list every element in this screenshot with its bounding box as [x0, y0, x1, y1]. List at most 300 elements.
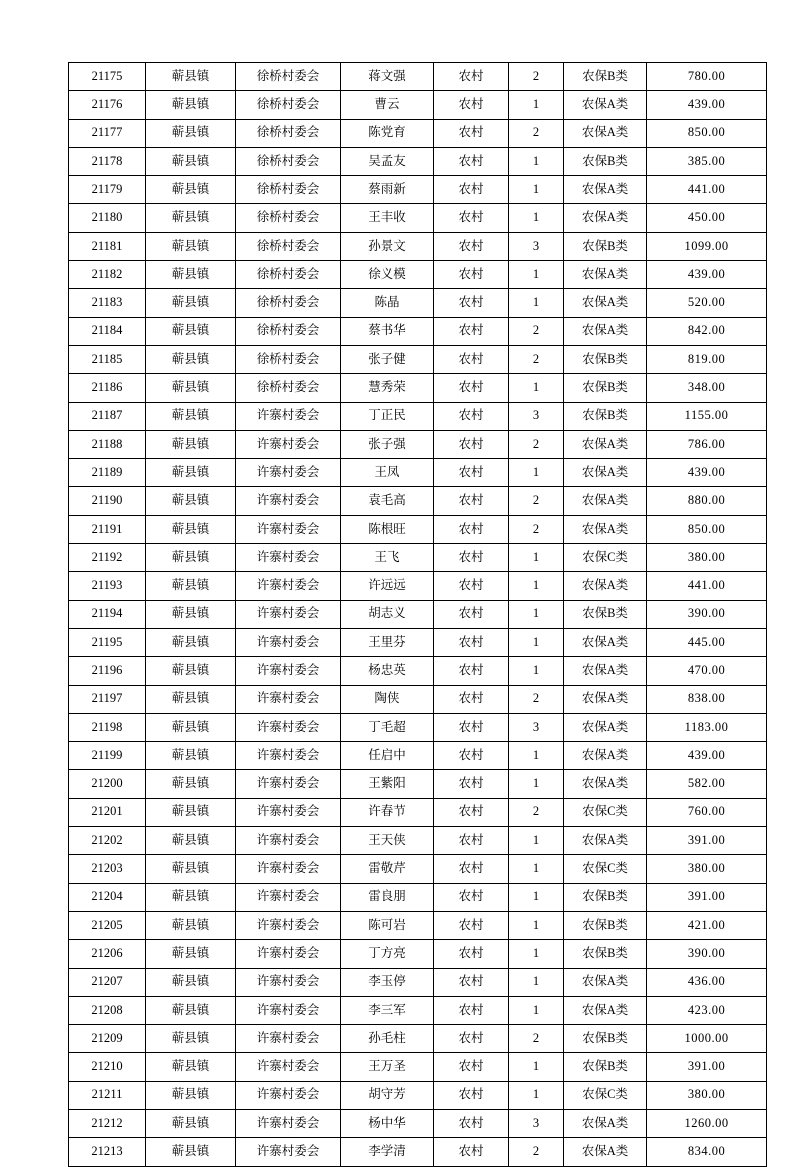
cell-town: 蕲县镇: [146, 544, 236, 572]
cell-village: 许寨村委会: [236, 1138, 341, 1166]
cell-count: 2: [509, 685, 564, 713]
cell-type: 农村: [434, 1053, 509, 1081]
cell-id: 21182: [69, 261, 146, 289]
cell-id: 21199: [69, 742, 146, 770]
table-row: [69, 176, 767, 204]
cell-town: 蕲县镇: [146, 459, 236, 487]
table-row: [69, 515, 767, 543]
cell-name: 王天侠: [341, 827, 434, 855]
cell-count: 2: [509, 430, 564, 458]
cell-town: 蕲县镇: [146, 968, 236, 996]
cell-category: 农保A类: [564, 713, 647, 741]
cell-type: 农村: [434, 261, 509, 289]
cell-category: 农保A类: [564, 572, 647, 600]
cell-name: 蔡雨新: [341, 176, 434, 204]
cell-category: 农保A类: [564, 487, 647, 515]
cell-type: 农村: [434, 1025, 509, 1053]
cell-category: 农保A类: [564, 119, 647, 147]
cell-town: 蕲县镇: [146, 685, 236, 713]
cell-village: 许寨村委会: [236, 430, 341, 458]
cell-category: 农保A类: [564, 459, 647, 487]
cell-type: 农村: [434, 742, 509, 770]
cell-amount: 390.00: [647, 940, 767, 968]
table-row: [69, 487, 767, 515]
cell-count: 1: [509, 147, 564, 175]
cell-type: 农村: [434, 374, 509, 402]
cell-village: 徐桥村委会: [236, 204, 341, 232]
cell-name: 李玉停: [341, 968, 434, 996]
cell-name: 陈可岩: [341, 911, 434, 939]
cell-type: 农村: [434, 544, 509, 572]
cell-category: 农保B类: [564, 147, 647, 175]
cell-id: 21210: [69, 1053, 146, 1081]
cell-village: 许寨村委会: [236, 827, 341, 855]
cell-town: 蕲县镇: [146, 1138, 236, 1166]
cell-count: 1: [509, 544, 564, 572]
cell-id: 21177: [69, 119, 146, 147]
cell-amount: 1260.00: [647, 1109, 767, 1137]
cell-town: 蕲县镇: [146, 515, 236, 543]
cell-count: 3: [509, 1109, 564, 1137]
cell-id: 21184: [69, 317, 146, 345]
cell-id: 21208: [69, 996, 146, 1024]
cell-amount: 520.00: [647, 289, 767, 317]
cell-village: 徐桥村委会: [236, 232, 341, 260]
cell-town: 蕲县镇: [146, 204, 236, 232]
table-row: [69, 911, 767, 939]
cell-id: 21202: [69, 827, 146, 855]
cell-amount: 842.00: [647, 317, 767, 345]
cell-amount: 380.00: [647, 544, 767, 572]
cell-type: 农村: [434, 1109, 509, 1137]
cell-category: 农保A类: [564, 515, 647, 543]
cell-category: 农保C类: [564, 798, 647, 826]
cell-id: 21180: [69, 204, 146, 232]
cell-name: 袁毛高: [341, 487, 434, 515]
cell-id: 21213: [69, 1138, 146, 1166]
table-row: [69, 1081, 767, 1109]
cell-name: 王里芬: [341, 628, 434, 656]
cell-amount: 439.00: [647, 742, 767, 770]
cell-village: 许寨村委会: [236, 600, 341, 628]
cell-id: 21200: [69, 770, 146, 798]
cell-category: 农保B类: [564, 63, 647, 91]
cell-village: 许寨村委会: [236, 515, 341, 543]
cell-category: 农保A类: [564, 996, 647, 1024]
cell-name: 张子健: [341, 345, 434, 373]
cell-amount: 582.00: [647, 770, 767, 798]
cell-id: 21209: [69, 1025, 146, 1053]
cell-amount: 423.00: [647, 996, 767, 1024]
cell-name: 丁毛超: [341, 713, 434, 741]
cell-amount: 780.00: [647, 63, 767, 91]
table-row: [69, 63, 767, 91]
table-row: [69, 91, 767, 119]
cell-type: 农村: [434, 487, 509, 515]
cell-id: 21175: [69, 63, 146, 91]
cell-name: 胡志义: [341, 600, 434, 628]
cell-id: 21188: [69, 430, 146, 458]
cell-name: 张子强: [341, 430, 434, 458]
subsidy-table: [68, 62, 767, 1167]
cell-name: 蔡书华: [341, 317, 434, 345]
cell-type: 农村: [434, 317, 509, 345]
cell-type: 农村: [434, 827, 509, 855]
cell-type: 农村: [434, 572, 509, 600]
cell-count: 3: [509, 402, 564, 430]
cell-id: 21204: [69, 883, 146, 911]
table-row: [69, 289, 767, 317]
cell-name: 雷良朋: [341, 883, 434, 911]
table-row: [69, 572, 767, 600]
table-row: [69, 544, 767, 572]
cell-amount: 1183.00: [647, 713, 767, 741]
cell-count: 1: [509, 1081, 564, 1109]
cell-type: 农村: [434, 940, 509, 968]
cell-village: 许寨村委会: [236, 402, 341, 430]
cell-amount: 441.00: [647, 572, 767, 600]
table-row: [69, 628, 767, 656]
cell-town: 蕲县镇: [146, 402, 236, 430]
cell-type: 农村: [434, 628, 509, 656]
cell-count: 3: [509, 713, 564, 741]
cell-count: 1: [509, 1053, 564, 1081]
cell-id: 21189: [69, 459, 146, 487]
cell-id: 21178: [69, 147, 146, 175]
cell-amount: 880.00: [647, 487, 767, 515]
cell-category: 农保C类: [564, 1081, 647, 1109]
cell-town: 蕲县镇: [146, 430, 236, 458]
cell-type: 农村: [434, 402, 509, 430]
table-row: [69, 742, 767, 770]
cell-count: 1: [509, 176, 564, 204]
cell-type: 农村: [434, 147, 509, 175]
cell-id: 21198: [69, 713, 146, 741]
cell-town: 蕲县镇: [146, 657, 236, 685]
cell-id: 21195: [69, 628, 146, 656]
cell-amount: 470.00: [647, 657, 767, 685]
cell-amount: 450.00: [647, 204, 767, 232]
table-row: [69, 430, 767, 458]
cell-category: 农保B类: [564, 1053, 647, 1081]
cell-count: 2: [509, 317, 564, 345]
cell-category: 农保A类: [564, 317, 647, 345]
cell-town: 蕲县镇: [146, 91, 236, 119]
table-row: [69, 968, 767, 996]
cell-village: 许寨村委会: [236, 628, 341, 656]
table-row: [69, 204, 767, 232]
cell-id: 21192: [69, 544, 146, 572]
cell-name: 王凤: [341, 459, 434, 487]
cell-id: 21193: [69, 572, 146, 600]
cell-id: 21196: [69, 657, 146, 685]
cell-count: 1: [509, 374, 564, 402]
cell-village: 许寨村委会: [236, 1025, 341, 1053]
cell-category: 农保A类: [564, 628, 647, 656]
table-row: [69, 827, 767, 855]
cell-amount: 1000.00: [647, 1025, 767, 1053]
cell-name: 陈根旺: [341, 515, 434, 543]
cell-town: 蕲县镇: [146, 600, 236, 628]
cell-name: 王丰收: [341, 204, 434, 232]
cell-amount: 385.00: [647, 147, 767, 175]
cell-name: 杨中华: [341, 1109, 434, 1137]
cell-category: 农保A类: [564, 91, 647, 119]
cell-type: 农村: [434, 289, 509, 317]
cell-id: 21211: [69, 1081, 146, 1109]
cell-category: 农保A类: [564, 176, 647, 204]
cell-village: 徐桥村委会: [236, 176, 341, 204]
cell-type: 农村: [434, 63, 509, 91]
cell-name: 雷敬芹: [341, 855, 434, 883]
cell-count: 1: [509, 628, 564, 656]
cell-id: 21179: [69, 176, 146, 204]
cell-count: 1: [509, 91, 564, 119]
cell-category: 农保B类: [564, 911, 647, 939]
cell-count: 1: [509, 289, 564, 317]
cell-count: 2: [509, 119, 564, 147]
table-row: [69, 798, 767, 826]
table-row: [69, 1053, 767, 1081]
cell-id: 21181: [69, 232, 146, 260]
cell-amount: 439.00: [647, 459, 767, 487]
cell-count: 1: [509, 459, 564, 487]
cell-category: 农保A类: [564, 430, 647, 458]
table-body: [69, 63, 767, 1167]
cell-category: 农保C类: [564, 544, 647, 572]
cell-category: 农保A类: [564, 770, 647, 798]
table-row: [69, 685, 767, 713]
cell-id: 21176: [69, 91, 146, 119]
cell-type: 农村: [434, 119, 509, 147]
table-row: [69, 459, 767, 487]
table-row: [69, 374, 767, 402]
cell-category: 农保B类: [564, 940, 647, 968]
cell-village: 许寨村委会: [236, 487, 341, 515]
cell-village: 许寨村委会: [236, 883, 341, 911]
cell-type: 农村: [434, 232, 509, 260]
cell-type: 农村: [434, 657, 509, 685]
table-row: [69, 770, 767, 798]
cell-town: 蕲县镇: [146, 911, 236, 939]
cell-name: 孙景文: [341, 232, 434, 260]
cell-amount: 819.00: [647, 345, 767, 373]
cell-category: 农保B类: [564, 232, 647, 260]
cell-type: 农村: [434, 459, 509, 487]
cell-village: 许寨村委会: [236, 657, 341, 685]
cell-id: 21203: [69, 855, 146, 883]
cell-name: 丁正民: [341, 402, 434, 430]
cell-id: 21191: [69, 515, 146, 543]
cell-village: 许寨村委会: [236, 713, 341, 741]
cell-amount: 391.00: [647, 827, 767, 855]
cell-amount: 786.00: [647, 430, 767, 458]
cell-count: 1: [509, 940, 564, 968]
cell-count: 2: [509, 515, 564, 543]
cell-type: 农村: [434, 713, 509, 741]
table-row: [69, 855, 767, 883]
cell-town: 蕲县镇: [146, 770, 236, 798]
cell-name: 任启中: [341, 742, 434, 770]
cell-type: 农村: [434, 798, 509, 826]
cell-village: 徐桥村委会: [236, 261, 341, 289]
cell-name: 徐义模: [341, 261, 434, 289]
cell-name: 曹云: [341, 91, 434, 119]
cell-village: 许寨村委会: [236, 544, 341, 572]
table-row: [69, 1109, 767, 1137]
cell-town: 蕲县镇: [146, 855, 236, 883]
cell-town: 蕲县镇: [146, 232, 236, 260]
cell-town: 蕲县镇: [146, 572, 236, 600]
table-row: [69, 883, 767, 911]
cell-name: 李学清: [341, 1138, 434, 1166]
cell-amount: 390.00: [647, 600, 767, 628]
cell-category: 农保B类: [564, 402, 647, 430]
cell-type: 农村: [434, 345, 509, 373]
cell-type: 农村: [434, 911, 509, 939]
cell-id: 21185: [69, 345, 146, 373]
cell-village: 许寨村委会: [236, 855, 341, 883]
cell-village: 徐桥村委会: [236, 345, 341, 373]
cell-name: 吴孟友: [341, 147, 434, 175]
cell-type: 农村: [434, 600, 509, 628]
cell-category: 农保B类: [564, 345, 647, 373]
cell-category: 农保A类: [564, 742, 647, 770]
cell-town: 蕲县镇: [146, 1081, 236, 1109]
cell-category: 农保B类: [564, 1025, 647, 1053]
cell-type: 农村: [434, 1138, 509, 1166]
cell-amount: 439.00: [647, 91, 767, 119]
cell-count: 1: [509, 911, 564, 939]
cell-town: 蕲县镇: [146, 289, 236, 317]
cell-town: 蕲县镇: [146, 883, 236, 911]
cell-town: 蕲县镇: [146, 345, 236, 373]
cell-name: 许春节: [341, 798, 434, 826]
cell-count: 1: [509, 600, 564, 628]
cell-category: 农保A类: [564, 685, 647, 713]
cell-amount: 850.00: [647, 119, 767, 147]
cell-type: 农村: [434, 91, 509, 119]
cell-town: 蕲县镇: [146, 827, 236, 855]
table-row: [69, 996, 767, 1024]
cell-amount: 348.00: [647, 374, 767, 402]
cell-category: 农保A类: [564, 204, 647, 232]
cell-village: 徐桥村委会: [236, 119, 341, 147]
cell-amount: 1155.00: [647, 402, 767, 430]
cell-id: 21205: [69, 911, 146, 939]
table-row: [69, 600, 767, 628]
cell-town: 蕲县镇: [146, 798, 236, 826]
cell-town: 蕲县镇: [146, 713, 236, 741]
cell-name: 胡守芳: [341, 1081, 434, 1109]
cell-town: 蕲县镇: [146, 261, 236, 289]
cell-amount: 445.00: [647, 628, 767, 656]
cell-count: 2: [509, 345, 564, 373]
cell-type: 农村: [434, 770, 509, 798]
cell-count: 2: [509, 1138, 564, 1166]
cell-village: 徐桥村委会: [236, 147, 341, 175]
cell-id: 21190: [69, 487, 146, 515]
cell-town: 蕲县镇: [146, 1025, 236, 1053]
cell-village: 许寨村委会: [236, 459, 341, 487]
cell-count: 1: [509, 204, 564, 232]
cell-town: 蕲县镇: [146, 63, 236, 91]
cell-town: 蕲县镇: [146, 996, 236, 1024]
cell-id: 21194: [69, 600, 146, 628]
cell-id: 21206: [69, 940, 146, 968]
cell-count: 1: [509, 968, 564, 996]
cell-count: 2: [509, 63, 564, 91]
cell-village: 许寨村委会: [236, 996, 341, 1024]
cell-category: 农保A类: [564, 827, 647, 855]
cell-category: 农保C类: [564, 855, 647, 883]
table-row: [69, 147, 767, 175]
cell-town: 蕲县镇: [146, 374, 236, 402]
cell-count: 1: [509, 657, 564, 685]
cell-type: 农村: [434, 430, 509, 458]
cell-count: 1: [509, 883, 564, 911]
cell-amount: 421.00: [647, 911, 767, 939]
cell-town: 蕲县镇: [146, 147, 236, 175]
cell-amount: 850.00: [647, 515, 767, 543]
cell-amount: 380.00: [647, 855, 767, 883]
cell-town: 蕲县镇: [146, 176, 236, 204]
cell-amount: 439.00: [647, 261, 767, 289]
cell-category: 农保B类: [564, 883, 647, 911]
cell-name: 王万圣: [341, 1053, 434, 1081]
cell-amount: 1099.00: [647, 232, 767, 260]
table-row: [69, 713, 767, 741]
cell-village: 许寨村委会: [236, 968, 341, 996]
cell-type: 农村: [434, 1081, 509, 1109]
cell-category: 农保A类: [564, 289, 647, 317]
cell-type: 农村: [434, 204, 509, 232]
cell-count: 1: [509, 996, 564, 1024]
cell-id: 21201: [69, 798, 146, 826]
cell-type: 农村: [434, 176, 509, 204]
cell-category: 农保A类: [564, 968, 647, 996]
cell-village: 徐桥村委会: [236, 374, 341, 402]
cell-village: 许寨村委会: [236, 1081, 341, 1109]
cell-id: 21197: [69, 685, 146, 713]
cell-amount: 441.00: [647, 176, 767, 204]
cell-name: 陈晶: [341, 289, 434, 317]
cell-count: 2: [509, 1025, 564, 1053]
cell-count: 2: [509, 798, 564, 826]
table-row: [69, 657, 767, 685]
cell-name: 王紫阳: [341, 770, 434, 798]
cell-count: 1: [509, 261, 564, 289]
cell-id: 21186: [69, 374, 146, 402]
cell-count: 1: [509, 572, 564, 600]
cell-amount: 834.00: [647, 1138, 767, 1166]
table-row: [69, 402, 767, 430]
cell-category: 农保A类: [564, 1138, 647, 1166]
cell-name: 许远远: [341, 572, 434, 600]
cell-category: 农保A类: [564, 1109, 647, 1137]
cell-amount: 391.00: [647, 1053, 767, 1081]
table-row: [69, 317, 767, 345]
table-row: [69, 1025, 767, 1053]
cell-village: 徐桥村委会: [236, 91, 341, 119]
table-row: [69, 232, 767, 260]
cell-name: 杨忠英: [341, 657, 434, 685]
cell-type: 农村: [434, 968, 509, 996]
table-row: [69, 119, 767, 147]
cell-amount: 380.00: [647, 1081, 767, 1109]
cell-id: 21212: [69, 1109, 146, 1137]
cell-town: 蕲县镇: [146, 317, 236, 345]
